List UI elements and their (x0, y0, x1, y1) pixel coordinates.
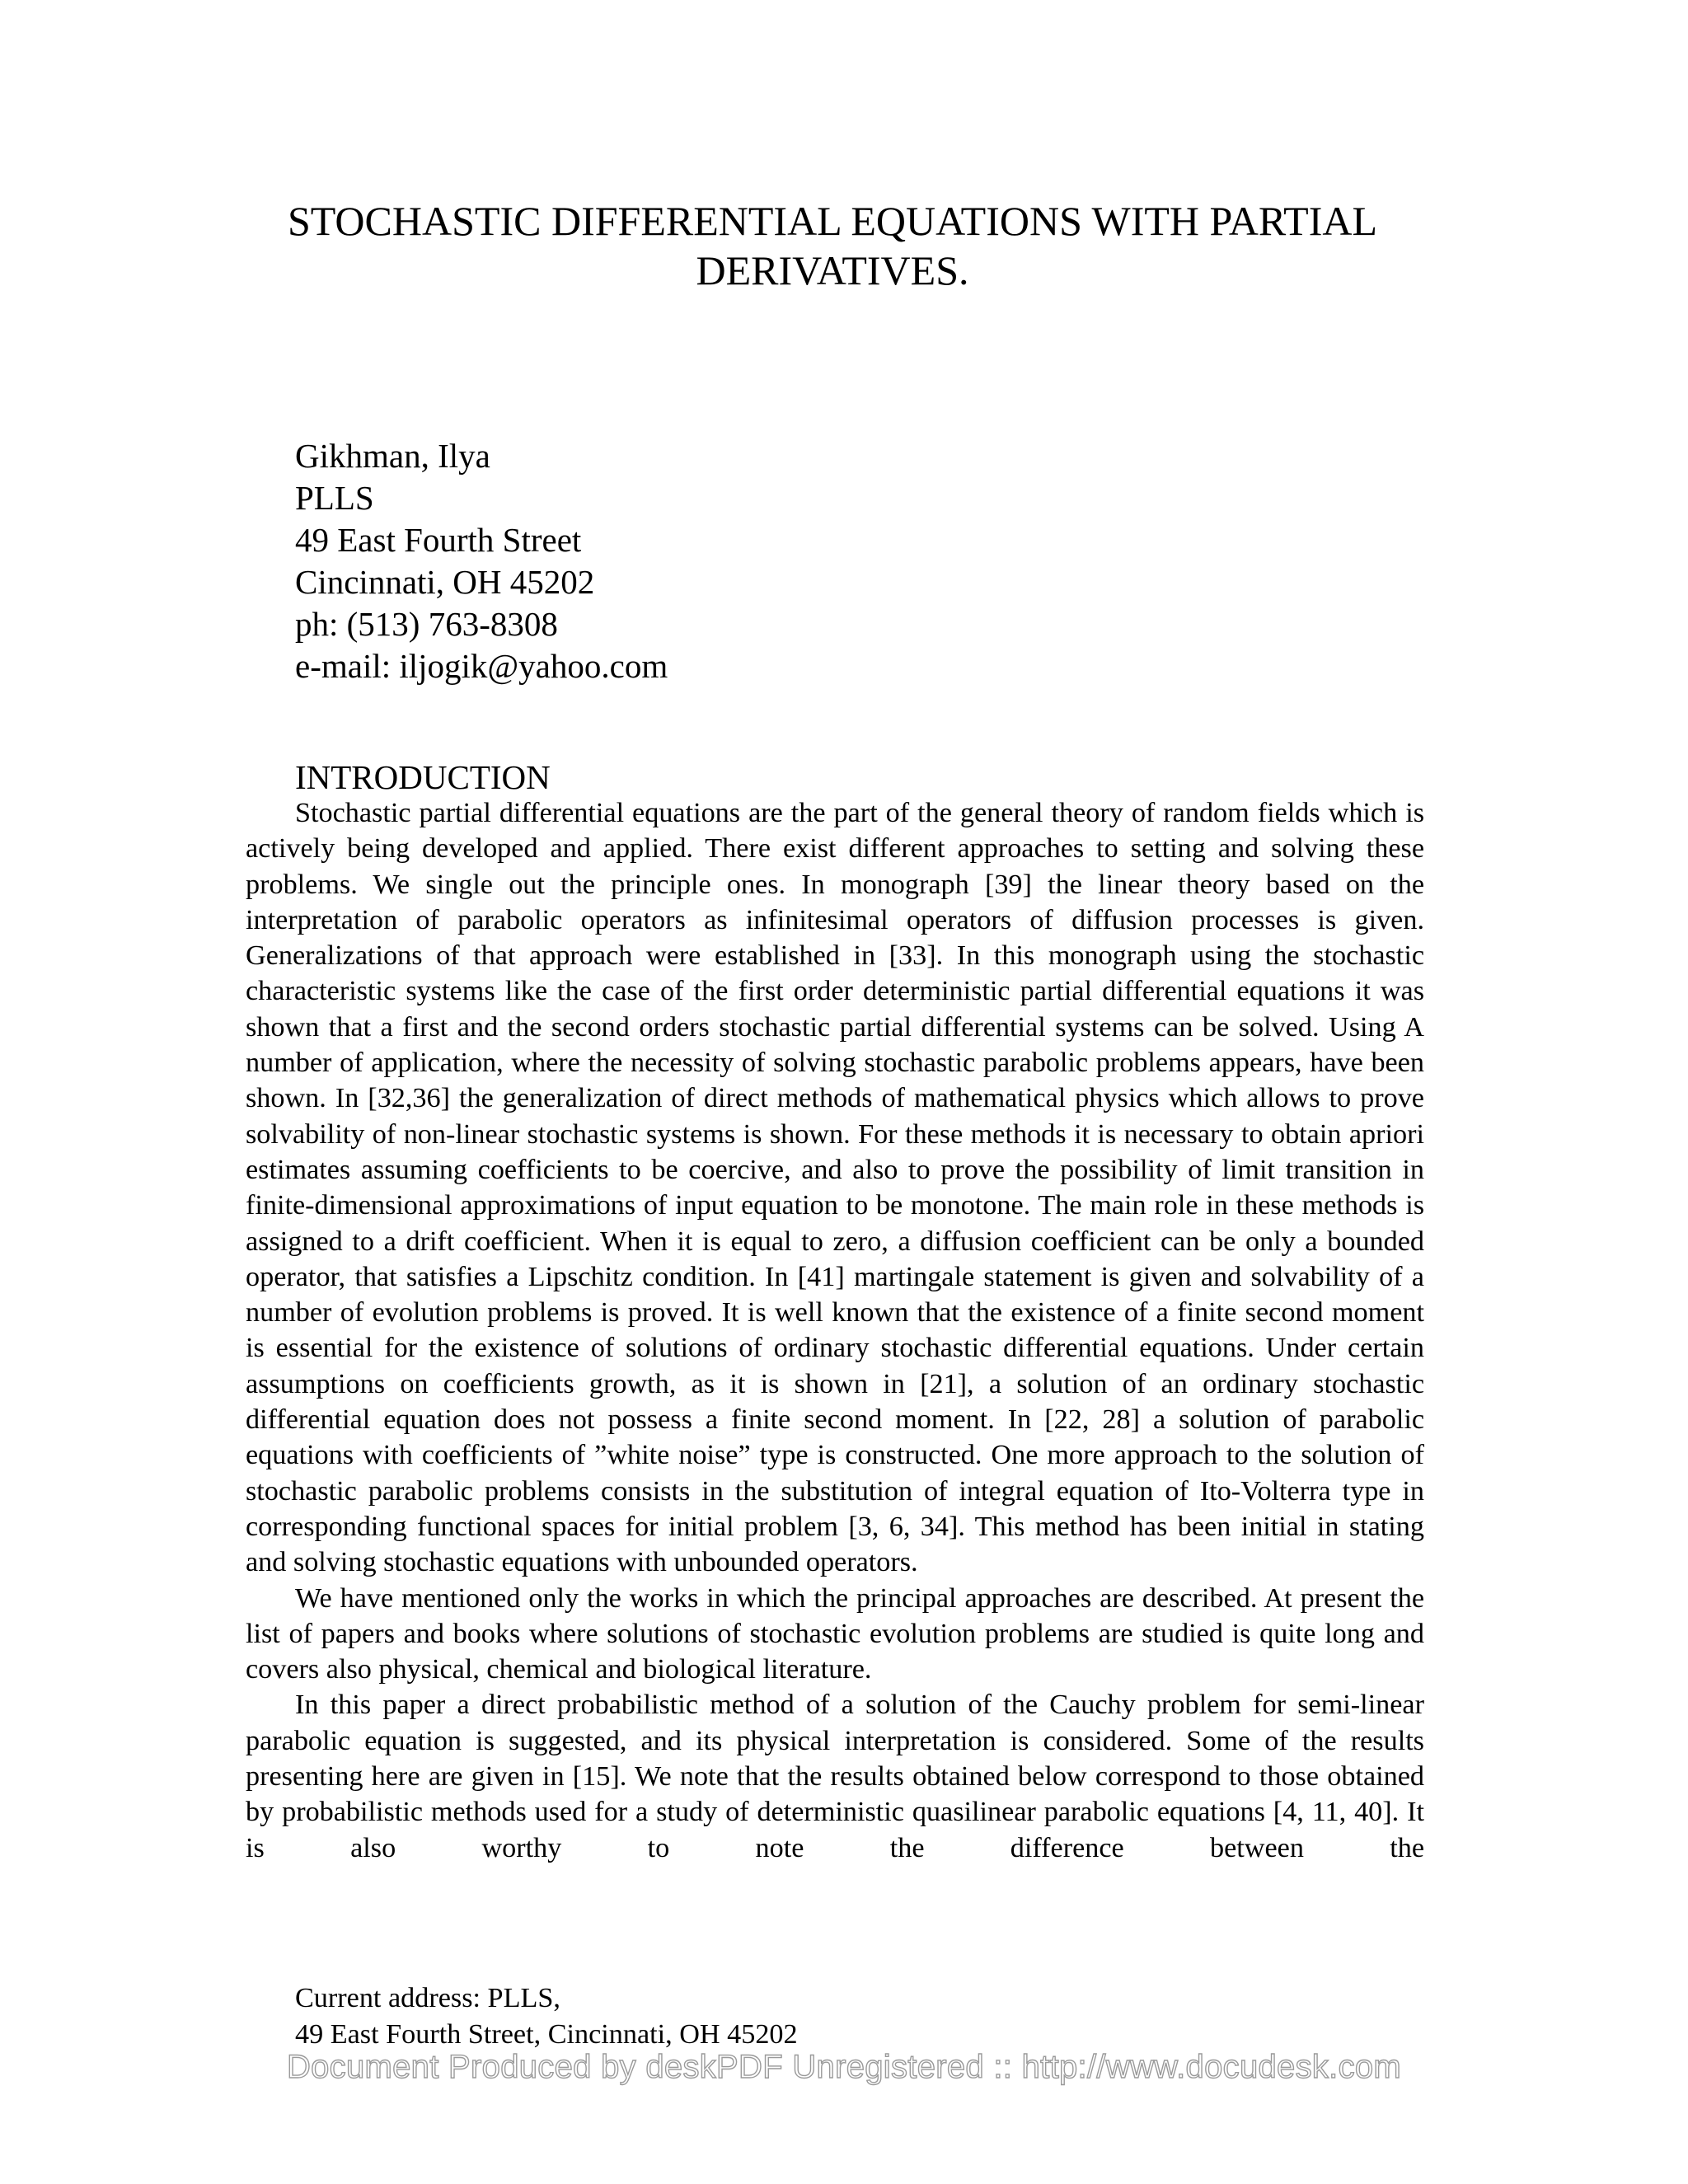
title-line-2: DERIVATIVES. (696, 247, 969, 293)
footnote-line-1: Current address: PLLS, (295, 1983, 560, 2013)
author-street: 49 East Fourth Street (295, 521, 582, 559)
paper-title (165, 196, 1500, 295)
author-block (295, 435, 668, 687)
introduction-paragraph-1: Stochastic partial differential equations are the part of the general theory of random fields which is actively being developed and applied. There exist different approaches to setting and solving these problems. We single out the principle ones. In monograph [39] the linear theory based on the interpretation of parabolic operators as infinitesimal operators of diffusion processes is given. Generalizations of that approach were established in [33]. In this monograph using the stochastic characteristic systems like the case of the first order deterministic partial differential equations it was shown that a first and the second orders stochastic partial differential systems can be solved. Using A number of application, where the necessity of solving stochastic parabolic problems appears, have been shown. In [32,36] the generalization of direct methods of mathematical physics which allows to prove solvability of non-linear stochastic systems is shown. For these methods it is necessary to obtain apriori estimates assuming coefficients to be coercive, and also to prove the possibility of limit transition in finite-dimensional approximations of input equation to be monotone. The main role in these methods is assigned to a drift coefficient. When it is equal to zero, a diffusion coefficient can be only a bounded operator, that satisfies a Lipschitz condition. In [41] martingale statement is given and solvability of a number of evolution problems is proved. It is well known that the existence of a finite second moment is essential for the existence of solutions of ordinary stochastic differential equations. Under certain assumptions on coefficients growth, as it is shown in [21], a solution of an ordinary stochastic differential equation does not possess a finite second moment. In [22, 28] a solution of parabolic equations with coefficients of ”white noise” type is constructed. One more approach to the solution of stochastic parabolic problems consists in the substitution of integral equation of Ito-Volterra type in corresponding functional spaces for initial problem [3, 6, 34]. This method has been initial in stating and solving stochastic equations with unbounded operators. (246, 798, 1424, 1578)
author-organization: PLLS (295, 479, 374, 517)
author-phone: ph: (513) 763-8308 (295, 605, 558, 643)
footnote-current-address (295, 1980, 798, 2053)
introduction-paragraph-2: We have mentioned only the works in which the principal approaches are described. At present the list of papers and books where solutions of stochastic evolution problems are studied is quite long and covers also physical, chemical and biological literature. (246, 1582, 1424, 1685)
introduction-paragraph-3: In this paper a direct probabilistic method of a solution of the Cauchy problem for semi-linear parabolic equation is suggested, and its physical interpretation is considered. Some of the results presenting here are given in [15]. We note that the results obtained below correspond to those obtained by probabilistic methods used for a study of deterministic quasilinear parabolic equations [4, 11, 40]. It is also worthy to note the difference between the (246, 1690, 1424, 1863)
watermark-text: Document Produced by deskPDF Unregistered :: http://www.docudesk.com (286, 2049, 1402, 2085)
author-city: Cincinnati, OH 45202 (295, 563, 595, 601)
title-line-1: STOCHASTIC DIFFERENTIAL EQUATIONS WITH PARTIAL (287, 198, 1378, 244)
footnote-line-2: 49 East Fourth Street, Cincinnati, OH 45202 (295, 2019, 798, 2050)
introduction-heading: INTRODUCTION (295, 758, 551, 796)
introduction-body (246, 795, 1424, 1866)
author-name: Gikhman, Ilya (295, 437, 490, 475)
author-email: e-mail: iljogik@yahoo.com (295, 647, 668, 685)
